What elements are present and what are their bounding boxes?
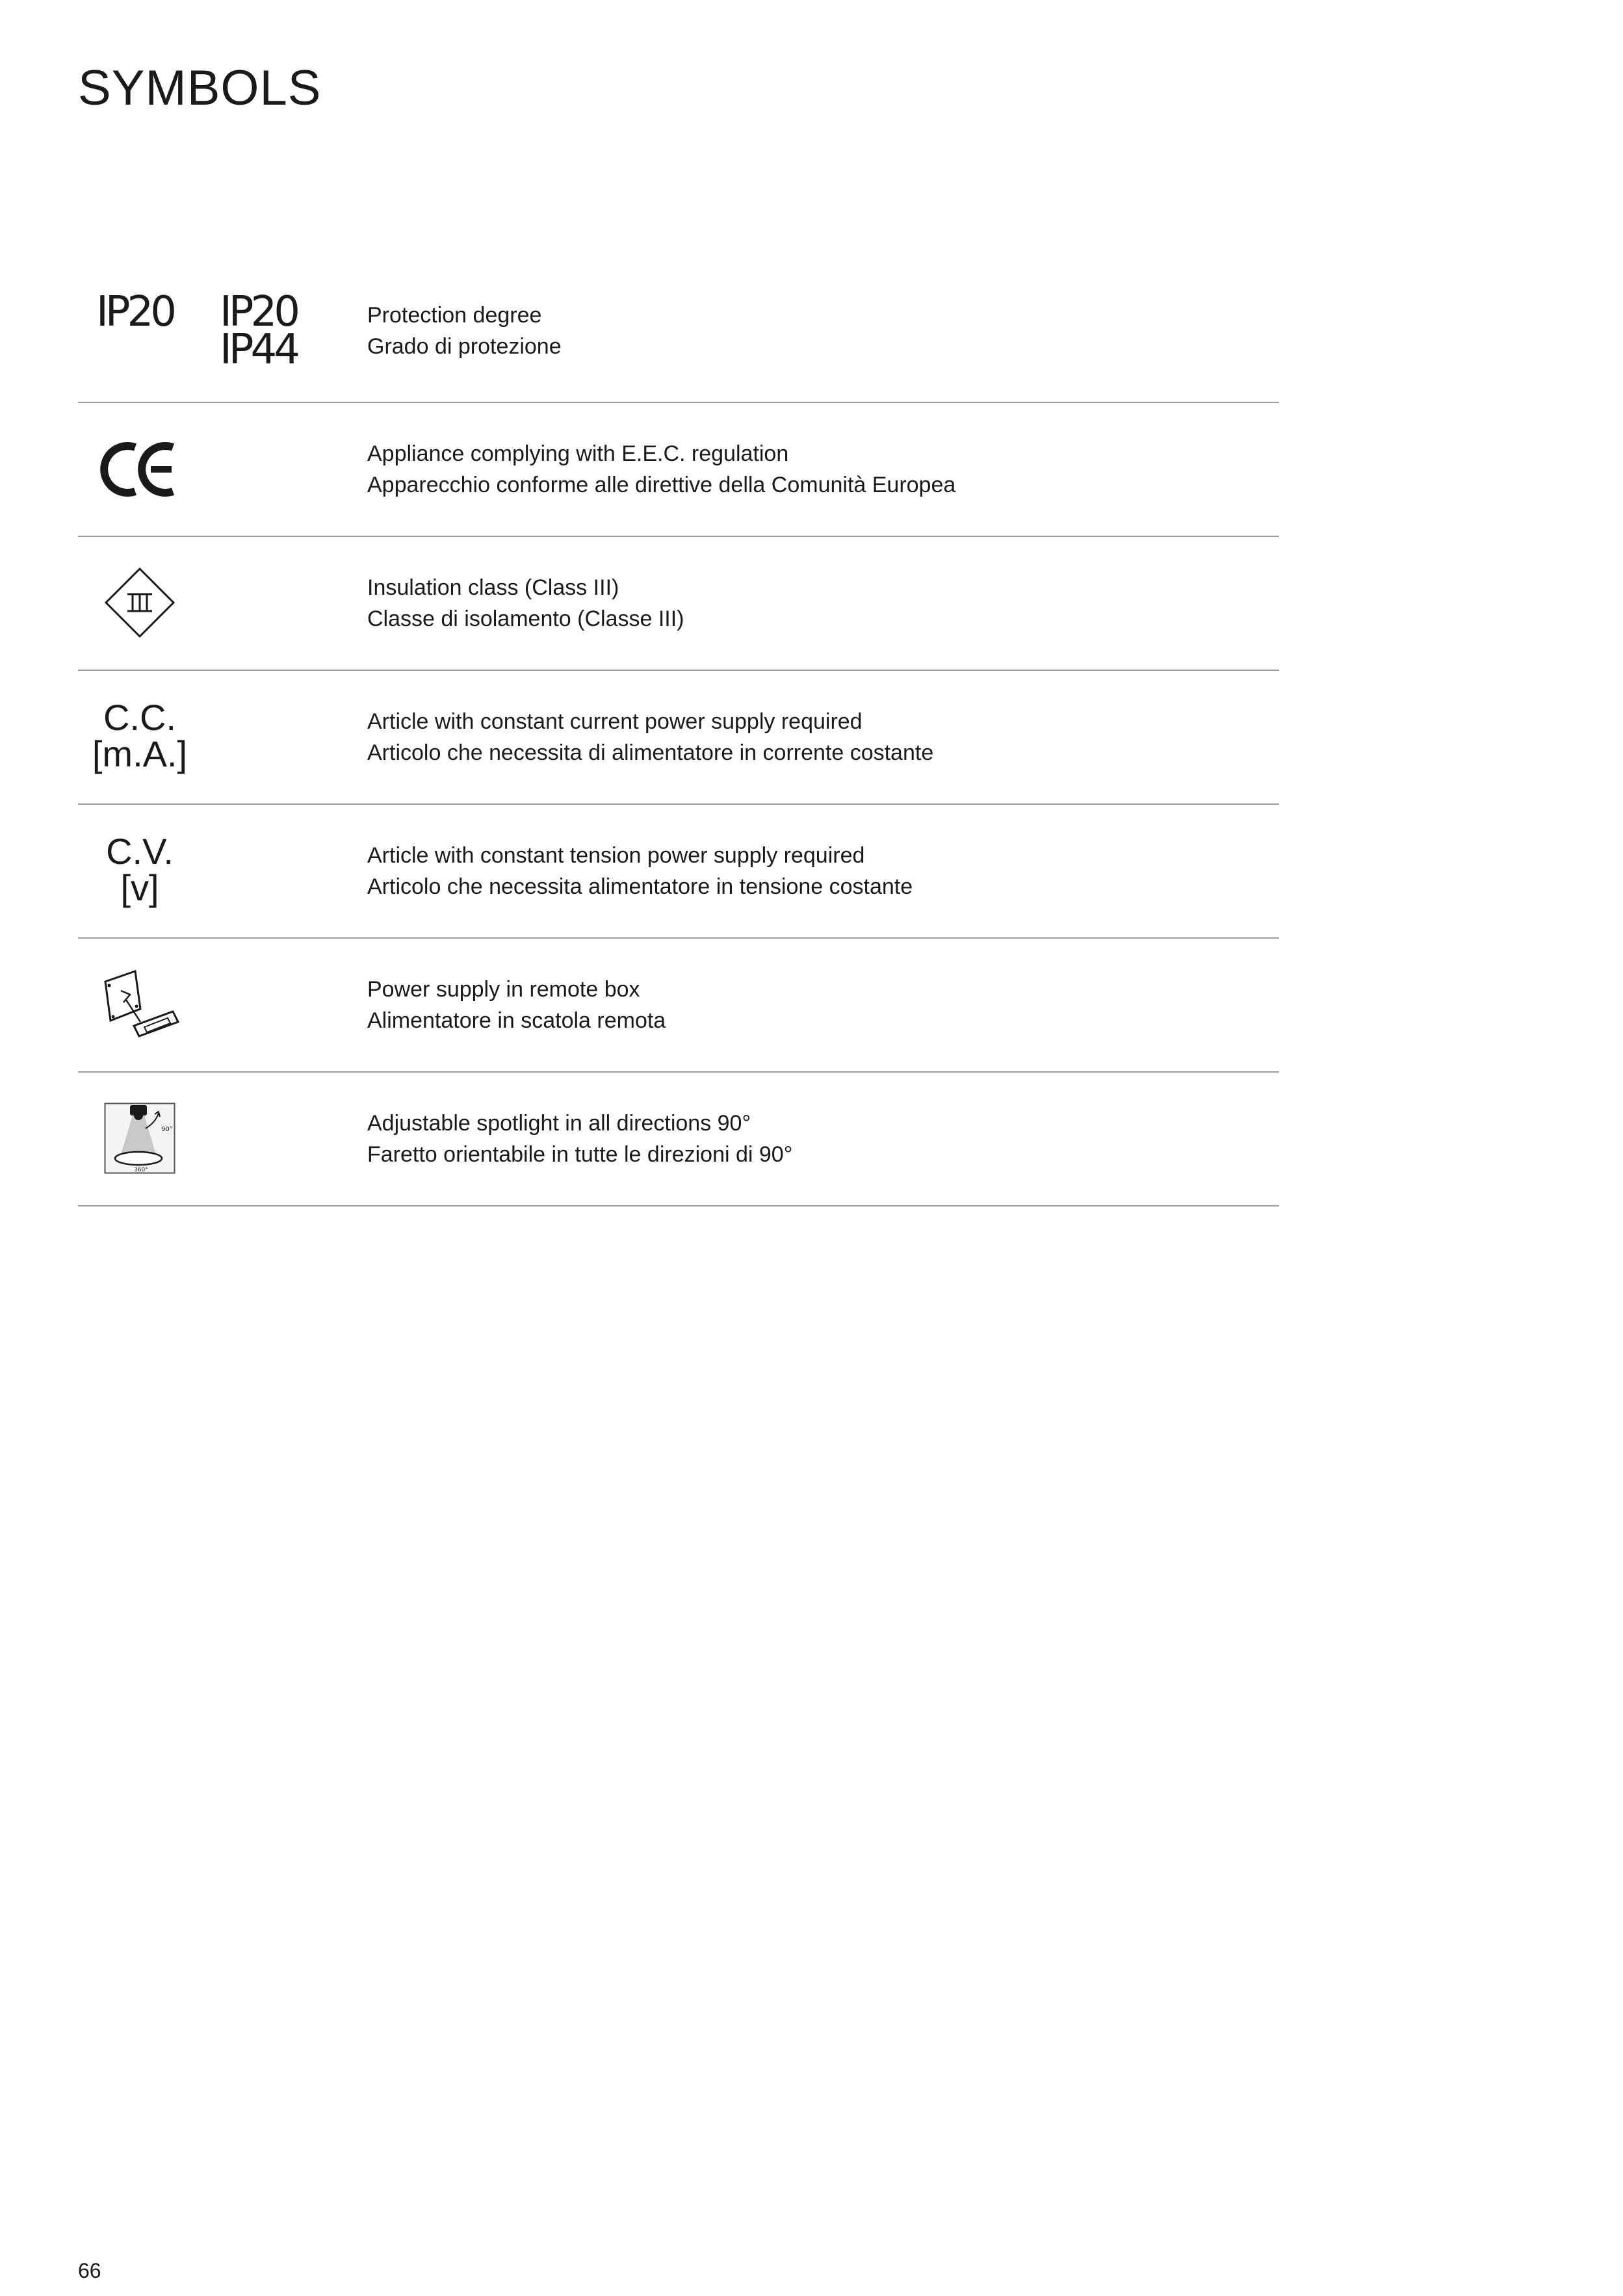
description-it: Faretto orientabile in tutte le direzioni di 90°	[367, 1142, 793, 1167]
table-row-ce	[78, 403, 1279, 537]
insulation-class-iii-icon	[104, 567, 175, 638]
description-en: Article with constant current power supply required	[367, 709, 863, 734]
table-row-remote-box	[78, 939, 1279, 1073]
ip44-label: IP44	[220, 326, 297, 374]
description-en: Insulation class (Class III)	[367, 575, 619, 600]
ma-label: [m.A.]	[92, 733, 188, 774]
adjustable-spotlight-icon	[104, 1102, 175, 1174]
description-it: Classe di isolamento (Classe III)	[367, 607, 684, 631]
description-it: Articolo che necessita alimentatore in tensione costante	[367, 874, 913, 899]
ip20-label: IP20	[96, 288, 174, 336]
description-en: Appliance complying with E.E.C. regulation	[367, 441, 789, 466]
page-number: 66	[78, 2259, 101, 2282]
cc-label: C.C.	[103, 697, 176, 738]
page-title: SYMBOLS	[78, 60, 322, 116]
angle-label: 90°	[161, 1126, 173, 1133]
description-it: Articolo che necessita di alimentatore in corrente costante	[367, 740, 934, 765]
ce-mark-icon	[100, 439, 181, 499]
remote-box-icon	[100, 967, 185, 1043]
ip-symbols	[78, 260, 357, 402]
description-en: Article with constant tension power supply required	[367, 843, 865, 868]
description-en: Power supply in remote box	[367, 977, 640, 1002]
volt-label: [v]	[120, 867, 159, 908]
table-row-insulation	[78, 537, 1279, 671]
table-row-constant-current	[78, 671, 1279, 805]
symbols-table	[78, 260, 1279, 1207]
rotation-label: 360°	[134, 1167, 148, 1173]
description-it: Alimentatore in scatola remota	[367, 1008, 666, 1033]
description-it: Grado di protezione	[367, 334, 562, 359]
ip20-label-combined: IP20	[220, 288, 297, 336]
table-row-spotlight	[78, 1073, 1279, 1207]
table-row-constant-voltage	[78, 805, 1279, 939]
description-en: Adjustable spotlight in all directions 90°	[367, 1111, 751, 1136]
table-row-protection-degree	[78, 260, 1279, 403]
cv-label: C.V.	[106, 831, 174, 872]
description	[367, 260, 562, 402]
description-it: Apparecchio conforme alle direttive della Comunità Europea	[367, 473, 956, 497]
description-en: Protection degree	[367, 303, 542, 328]
